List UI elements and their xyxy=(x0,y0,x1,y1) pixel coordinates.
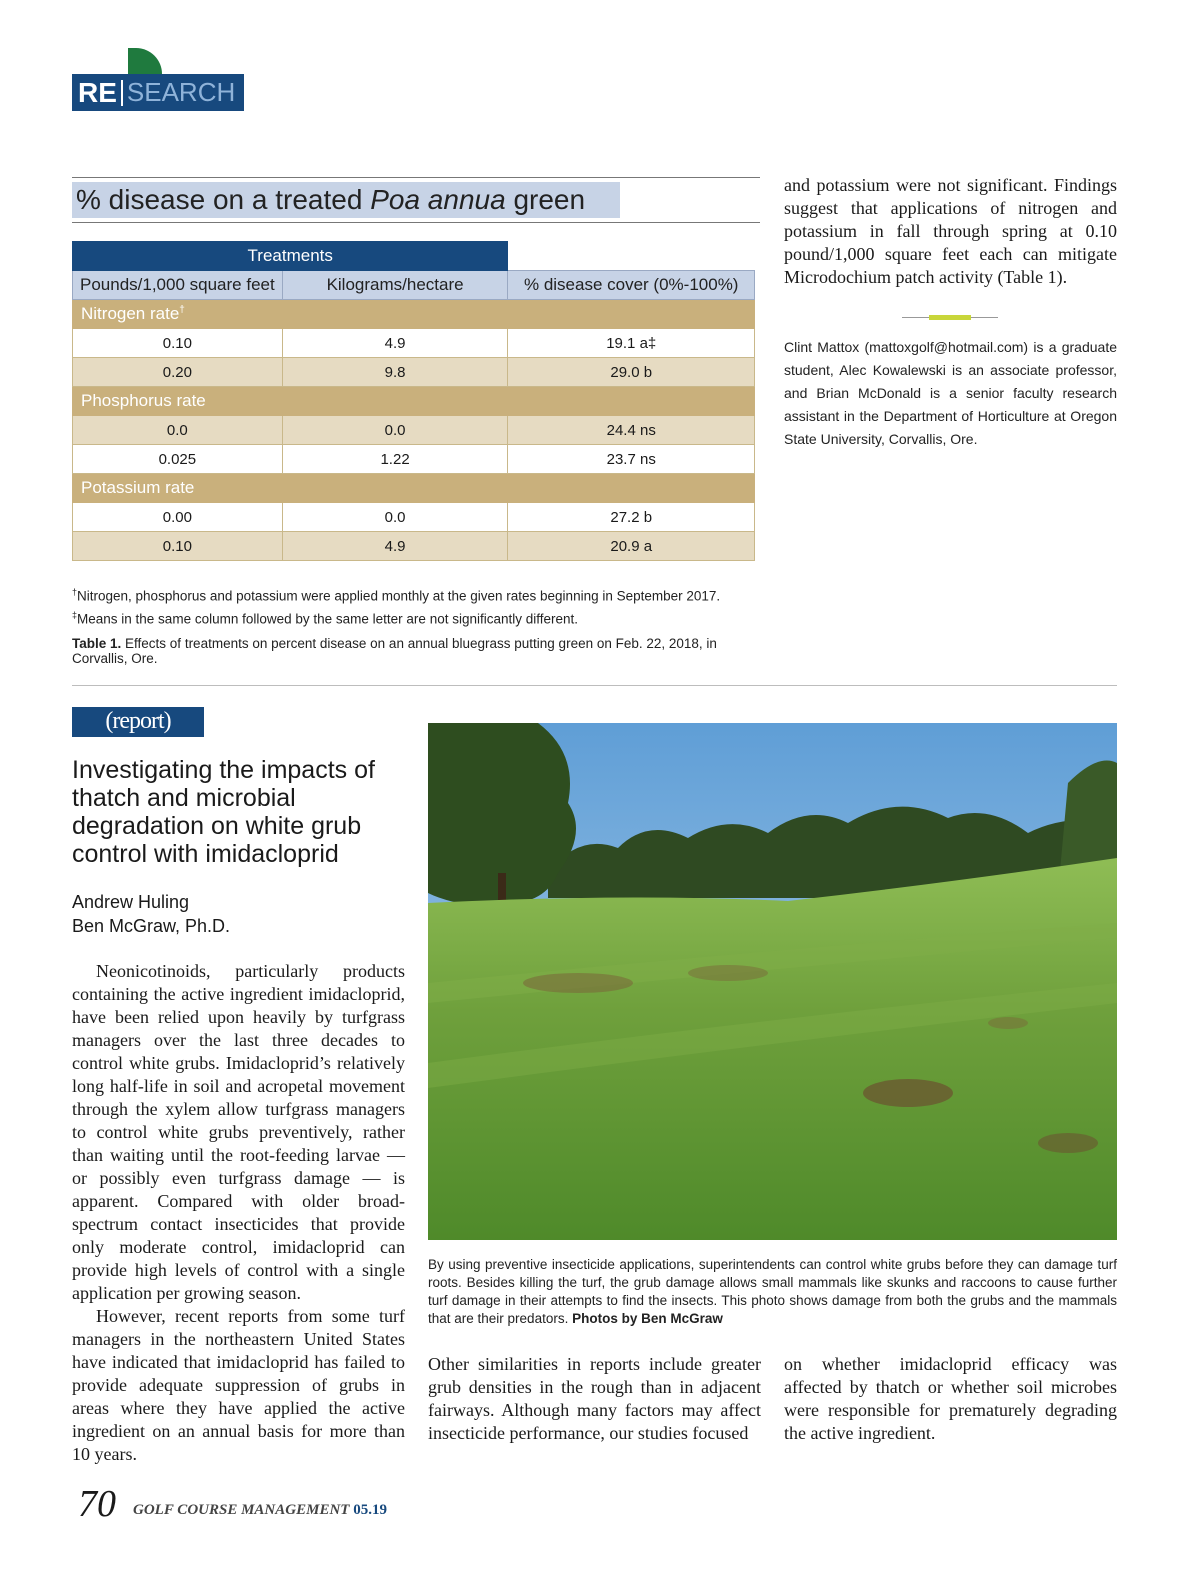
logo-search-text: SEARCH xyxy=(126,77,236,107)
column-header-kg: Kilograms/hectare xyxy=(282,271,508,300)
table-title-bar xyxy=(72,177,760,223)
table-row xyxy=(73,329,755,358)
table-footnotes xyxy=(72,583,762,628)
footnote-2-text: Means in the same column followed by the same letter are not significantly different. xyxy=(77,611,579,626)
page-number: 70 xyxy=(78,1483,116,1525)
table-caption-label: Table 1. xyxy=(72,636,122,651)
table-cell: 20.9 a xyxy=(508,532,755,561)
horizontal-rule xyxy=(72,685,1117,686)
group-row-nitrogen xyxy=(73,300,755,329)
group-label-text: Nitrogen rate xyxy=(81,304,180,323)
table-cell: 0.025 xyxy=(73,445,283,474)
table-cell: 9.8 xyxy=(282,358,508,387)
table-row xyxy=(73,358,755,387)
table-cell: 4.9 xyxy=(282,532,508,561)
footnote-1-text: Nitrogen, phosphorus and potassium were applied monthly at the given rates beginning in September 2017. xyxy=(77,588,721,604)
table-cell: 29.0 b xyxy=(508,358,755,387)
table-cell: 27.2 b xyxy=(508,503,755,532)
section-divider-accent xyxy=(929,315,971,320)
continued-paragraph: and potassium were not significant. Findings suggest that applications of nitrogen and potassium in fall through spring at 0.10 pound/1,000 square feet each can mitigate Microdochium patch activity (Table 1). xyxy=(784,175,1117,287)
table-cell: 0.0 xyxy=(282,416,508,445)
footer-magazine xyxy=(133,1502,387,1519)
disease-table xyxy=(72,241,755,561)
group-label: Potassium rate xyxy=(73,474,755,503)
author-bio: Clint Mattox (mattoxgolf@hotmail.com) is a graduate student, Alec Kowalewski is an associate professor, and Brian McDonald is a senior faculty research assistant in the Department of Horticulture at Oregon State University, Corvallis, Ore. xyxy=(784,339,1117,447)
table-row xyxy=(73,503,755,532)
table-title-suffix: green xyxy=(505,184,586,215)
article-body-right: on whether imidacloprid efficacy was affected by thatch or whether soil microbes were responsible for prematurely degrading the active ingredient. xyxy=(784,1354,1117,1443)
table-cell: 0.0 xyxy=(73,416,283,445)
logo-leaf-icon xyxy=(128,48,162,74)
author-name: Andrew Huling xyxy=(72,892,190,912)
table-title-prefix: % disease on a treated xyxy=(76,184,371,215)
article-paragraph: Neonicotinoids, particularly products containing the active ingredient imidacloprid, have been relied upon heavily by turfgrass managers over the last three decades to control white grubs. Imidacloprid’s relatively long half-life in soil and acropetal movement through the xylem allow turfgrass managers to control white grubs preventively, rather than waiting until the root-feeding larvae — or possibly even turfgrass damage — is apparent. Compared with older broad-spectrum contact insecticides that provide only moderate control, imidacloprid can provide high levels of control with a single application per growing season. xyxy=(72,961,405,1303)
table-cell: 0.10 xyxy=(73,532,283,561)
table-cell: 4.9 xyxy=(282,329,508,358)
footer-issue: 05.19 xyxy=(353,1502,387,1518)
photo-caption-text: By using preventive insecticide applications, superintendents can control white grubs before they can damage turf roots. Besides killing the turf, the grub damage allows small mammals like skunks and raccoons to cause further turf damage in their attempts to find the insects. This photo shows damage from both the grubs and the mammals that are their predators. xyxy=(428,1257,1117,1326)
column-header-disease: % disease cover (0%-100%) xyxy=(508,271,755,300)
table-row xyxy=(73,532,755,561)
photo-caption xyxy=(428,1256,1117,1328)
group-label xyxy=(73,300,755,329)
article-title: Investigating the impacts of thatch and microbial degradation on white grub control with imidacloprid xyxy=(72,756,375,868)
logo-divider xyxy=(121,80,123,106)
table-row xyxy=(73,416,755,445)
table-cell: 24.4 ns xyxy=(508,416,755,445)
footnote-2 xyxy=(72,606,762,629)
article-authors xyxy=(72,890,412,938)
treatments-header: Treatments xyxy=(73,242,508,271)
article-paragraph: However, recent reports from some turf managers in the northeastern United States have indicated that imidacloprid has failed to provide adequate suppression of grubs in areas where they have applied the active ingredient on an annual basis for more than 10 years. xyxy=(72,1306,405,1464)
photo-credit: Photos by Ben McGraw xyxy=(572,1311,723,1326)
footnote-2-mark: ‡ xyxy=(72,609,78,620)
table-caption-text: Effects of treatments on percent disease on an annual bluegrass putting green on Feb. 22, 2018, in Corvallis, Ore. xyxy=(72,636,717,666)
column-header-lbs: Pounds/1,000 square feet xyxy=(73,271,283,300)
golf-fairway-photo xyxy=(428,723,1117,1240)
logo-re-text: RE xyxy=(78,76,117,108)
research-logo xyxy=(72,74,244,111)
table-row xyxy=(73,445,755,474)
blank-header xyxy=(508,242,755,271)
table-caption xyxy=(72,636,772,666)
footer-magazine-name: GOLF COURSE MANAGEMENT xyxy=(133,1502,350,1518)
group-row-phosphorus xyxy=(73,387,755,416)
group-row-potassium xyxy=(73,474,755,503)
table-cell: 23.7 ns xyxy=(508,445,755,474)
footnote-1-mark: † xyxy=(72,587,78,597)
table-cell: 0.10 xyxy=(73,329,283,358)
table-cell: 0.00 xyxy=(73,503,283,532)
report-tag: (report) xyxy=(72,707,204,737)
table-title-species: Poa annua xyxy=(370,184,506,215)
table-cell: 0.0 xyxy=(282,503,508,532)
group-label-mark: † xyxy=(179,304,185,316)
table-cell: 1.22 xyxy=(282,445,508,474)
article-body-left xyxy=(72,960,405,1466)
table-cell: 19.1 a‡ xyxy=(508,329,755,358)
footnote-1 xyxy=(72,583,762,606)
table-title xyxy=(72,182,620,218)
group-label: Phosphorus rate xyxy=(73,387,755,416)
author-name: Ben McGraw, Ph.D. xyxy=(72,916,231,936)
article-body-middle: Other similarities in reports include greater grub densities in the rough than in adjacent fairways. Although many factors may affect insecticide performance, our studies focused xyxy=(428,1354,761,1443)
table-cell: 0.20 xyxy=(73,358,283,387)
